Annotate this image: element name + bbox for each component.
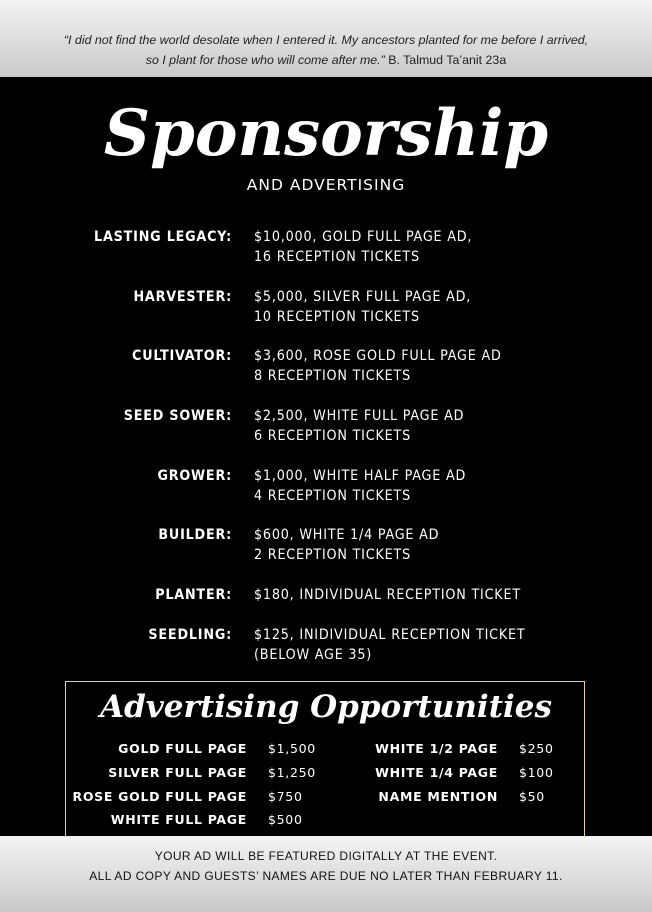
ad-option-price: $1,500 xyxy=(268,741,316,756)
tier-description xyxy=(254,585,644,605)
ad-option-price: $50 xyxy=(519,789,545,804)
tier-description-line: $3,600, ROSE GOLD FULL PAGE AD xyxy=(254,348,502,364)
tier-name: SEEDLING: xyxy=(148,627,232,643)
quote xyxy=(40,30,612,70)
ad-option-price: $1,250 xyxy=(268,765,316,780)
tier-description-line: $1,000, WHITE HALF PAGE AD xyxy=(254,468,467,484)
tier-description-line: $2,500, WHITE FULL PAGE AD xyxy=(254,408,465,424)
tier-description-line: 16 RECEPTION TICKETS xyxy=(254,249,420,265)
quote-text-line1: “I did not find the world desolate when I entered it. My ancestors planted for me before I arrived, xyxy=(63,33,589,47)
advertising-title: Advertising Opportunities xyxy=(100,689,552,725)
footer-line-1: YOUR AD WILL BE FEATURED DIGITALLY AT THE EVENT. xyxy=(154,849,498,863)
tier-description xyxy=(254,287,644,327)
tier-name: CULTIVATOR: xyxy=(132,348,232,364)
tier-description xyxy=(254,625,644,665)
ad-option-name: GOLD FULL PAGE xyxy=(118,741,247,756)
ad-option-name: WHITE FULL PAGE xyxy=(110,812,247,827)
ad-option-name: NAME MENTION xyxy=(378,789,498,804)
tier-description-line: $600, WHITE 1/4 PAGE AD xyxy=(254,527,440,543)
tier-description-line: 6 RECEPTION TICKETS xyxy=(254,428,411,444)
tier-name: SEED SOWER: xyxy=(123,408,232,424)
quote-text-line2: so I plant for those who will come after me.” xyxy=(145,53,385,67)
ad-option-price: $250 xyxy=(519,741,554,756)
ad-option-name: ROSE GOLD FULL PAGE xyxy=(72,789,247,804)
tier-description-line: $10,000, GOLD FULL PAGE AD, xyxy=(254,229,473,245)
tier-description xyxy=(254,227,644,267)
ad-option-name: WHITE 1/2 PAGE xyxy=(375,741,498,756)
tier-name: PLANTER: xyxy=(155,587,232,603)
tier-description xyxy=(254,466,644,506)
ad-option-price: $750 xyxy=(268,789,303,804)
tier-description-line: $125, INIDIVIDUAL RECEPTION TICKET xyxy=(254,627,526,643)
tier-description-line: 4 RECEPTION TICKETS xyxy=(254,488,411,504)
ad-option-price: $500 xyxy=(268,812,303,827)
tier-description-line: $5,000, SILVER FULL PAGE AD, xyxy=(254,289,472,305)
tier-description-line: 8 RECEPTION TICKETS xyxy=(254,368,411,384)
tier-description-line: 2 RECEPTION TICKETS xyxy=(254,547,411,563)
page-subtitle: AND ADVERTISING xyxy=(246,176,406,194)
page-title: Sponsorship xyxy=(103,96,549,171)
tier-description xyxy=(254,346,644,386)
tier-description-line: 10 RECEPTION TICKETS xyxy=(254,309,420,325)
tier-name: HARVESTER: xyxy=(133,289,232,305)
tier-description-line: $180, INDIVIDUAL RECEPTION TICKET xyxy=(254,587,521,603)
ad-option-price: $100 xyxy=(519,765,554,780)
tier-name: GROWER: xyxy=(157,468,232,484)
tier-name: BUILDER: xyxy=(158,527,232,543)
footer-line-2: ALL AD COPY AND GUESTS’ NAMES ARE DUE NO LATER THAN FEBRUARY 11. xyxy=(89,869,563,883)
ad-option-name: WHITE 1/4 PAGE xyxy=(375,765,498,780)
tier-description xyxy=(254,406,644,446)
quote-source: B. Talmud Ta’anit 23a xyxy=(388,53,507,67)
tier-name: LASTING LEGACY: xyxy=(94,229,232,245)
tier-description-line: (BELOW AGE 35) xyxy=(254,647,373,663)
tier-description xyxy=(254,525,644,565)
ad-option-name: SILVER FULL PAGE xyxy=(108,765,247,780)
